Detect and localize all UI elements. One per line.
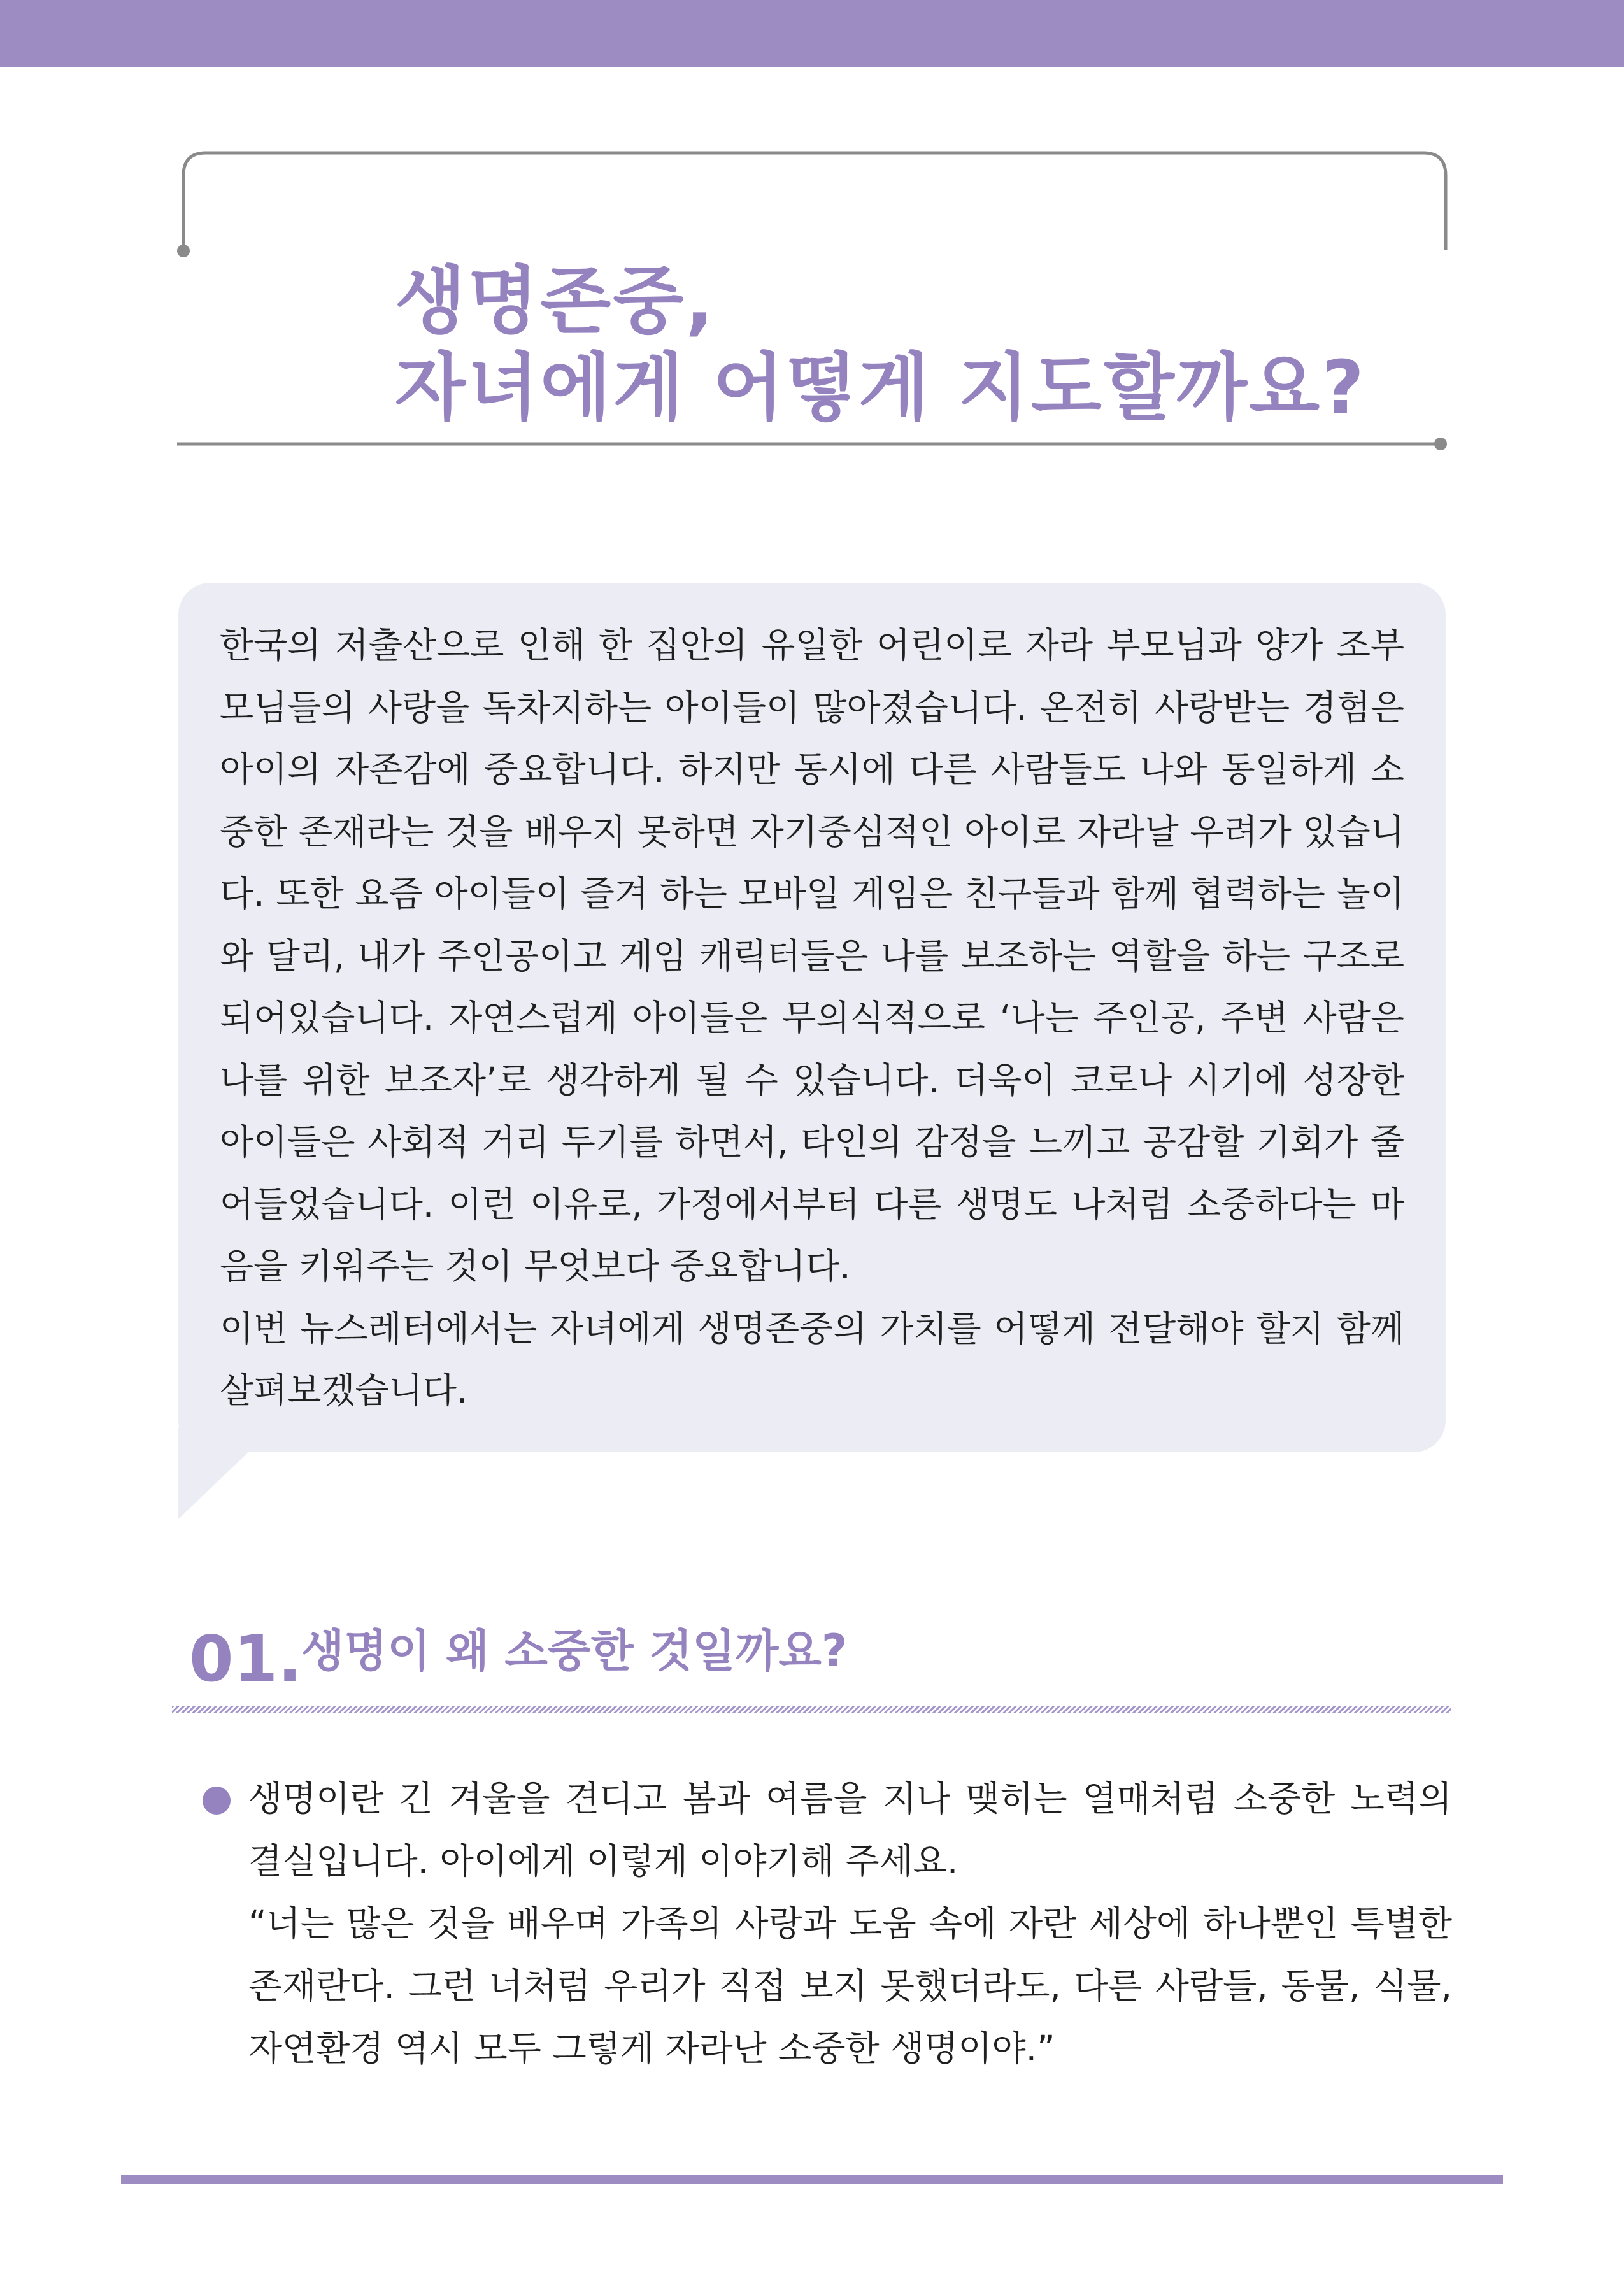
title-line-1: 생명존중,: [395, 259, 716, 344]
page-title: [395, 258, 1366, 431]
bottom-rule: [121, 2175, 1503, 2184]
bullet-paragraph: 생명이란 긴 겨울을 견디고 봄과 여름을 지나 맺히는 열매처럼 소중한 노력의 결실입니다. 아이에게 이렇게 이야기해 주세요.: [248, 1778, 1452, 1881]
section-number: 01.: [189, 1622, 303, 1696]
bullet-text: [248, 1767, 1452, 2080]
section-title: 생명이 왜 소중한 것일까요?: [301, 1625, 848, 1677]
title-line-2: 자녀에게 어떻게 지도할까요?: [395, 345, 1366, 431]
intro-paragraph-1: 한국의 저출산으로 인해 한 집안의 유일한 어린이로 자라 부모님과 양가 조부모님들의 사랑을 독차지하는 아이들이 많아졌습니다. 온전히 사랑받는 경험은 아이의 자존감에 중요합니다. 하지만 동시에 다른 사람들도 나와 동일하게 소중한 존재라는 것을 배우지 못하면 자기중심적인 아이로 자라날 우려가 있습니다. 또한 요즘 아이들이 즐겨 하는 모바일 게임은 친구들과 함께 협력하는 놀이와 달리, 내가 주인공이고 게임 캐릭터들은 나를 보조하는 역할을 하는 구조로 되어있습니다. 자연스럽게 아이들은 무의식적으로 ‘나는 주인공, 주변 사람은 나를 위한 보조자’로 생각하게 될 수 있습니다. 더욱이 코로나 시기에 성장한 아이들은 사회적 거리 두기를 하면서, 타인의 감정을 느끼고 공감할 기회가 줄어들었습니다. 이런 이유로, 가정에서부터 다른 생명도 나처럼 소중하다는 마음을 키워주는 것이 무엇보다 중요합니다.: [220, 625, 1404, 1287]
frame-dot-right: [1434, 438, 1447, 450]
intro-text: [220, 615, 1404, 1422]
speech-tail: [0, 0, 255, 1541]
intro-paragraph-2: 이번 뉴스레터에서는 자녀에게 생명존중의 가치를 어떻게 전달해야 할지 함께 살펴보겠습니다.: [220, 1308, 1404, 1411]
bullet-dot-icon: [203, 1787, 231, 1815]
section-divider: [172, 1706, 1451, 1713]
bullet-quote: “너는 많은 것을 배우며 가족의 사랑과 도움 속에 자란 세상에 하나뿐인 특별한 존재란다. 그런 너처럼 우리가 직접 보지 못했더라도, 다른 사람들, 동물, 식물, 자연환경 역시 모두 그렇게 자라난 소중한 생명이야.”: [248, 1903, 1452, 2069]
